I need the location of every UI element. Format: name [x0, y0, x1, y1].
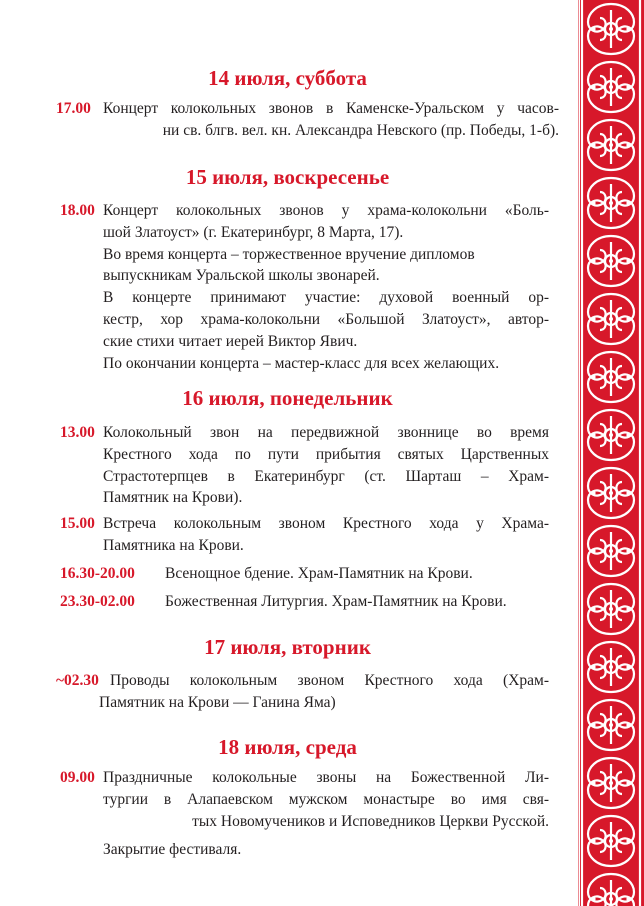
event-description: [60, 422, 549, 509]
event-time: 16.30-20.00: [60, 565, 135, 582]
event-line: Памятник на Крови — Ганина Яма): [99, 693, 336, 711]
event-line: Встреча колокольным звоном Крестного хода у Храма-: [103, 515, 549, 532]
event-line: тых Новомучеников и Исповедников Церкви Русской.: [192, 812, 549, 830]
event-time: 17.00: [56, 100, 91, 117]
event-description: [60, 767, 549, 832]
event-description: [60, 200, 549, 374]
day-heading: 14 июля, суббота: [208, 66, 367, 90]
event-time: 09.00: [60, 769, 95, 786]
event-time: 23.30-02.00: [60, 593, 135, 610]
event-item: [60, 513, 549, 557]
event-item: [103, 839, 549, 861]
event-description: [60, 513, 549, 557]
event-description: [56, 98, 559, 120]
day-heading: 18 июля, среда: [218, 735, 357, 759]
event-line: Памятник на Крови).: [103, 489, 243, 507]
event-line: тургии в Алапаевском мужском монастыре во имя свя-: [103, 790, 549, 808]
event-line: ские стихи читает иерей Виктор Явич.: [103, 332, 358, 350]
event-time: 18.00: [60, 202, 95, 219]
event-line: По окончании концерта – мастер-класс для всех желающих.: [103, 354, 500, 372]
red-ornamental-border-icon: [578, 0, 644, 906]
event-line: Концерт колокольных звонов у храма-колокольни «Боль-: [103, 202, 549, 219]
event-item: [60, 200, 549, 374]
event-line: В концерте принимают участие: духовой военный ор-: [103, 289, 549, 307]
event-line: Страстотерпцев в Екатеринбург (ст. Шарташ – Храм-: [103, 467, 549, 485]
event-item: [60, 422, 549, 509]
event-line: Памятника на Крови.: [103, 536, 244, 554]
closing-text: Закрытие фестиваля.: [103, 841, 242, 858]
event-line: Божественная Литургия. Храм-Памятник на Крови.: [165, 593, 507, 610]
event-line: выпускникам Уральской школы звонарей.: [103, 267, 380, 285]
event-line: Проводы колокольным звоном Крестного хода (Храм-: [110, 672, 549, 689]
event-line: Праздничные колокольные звоны на Божественной Ли-: [103, 769, 549, 786]
event-line: Во время концерта – торжественное вручение дипломов: [103, 245, 475, 263]
event-item: [56, 98, 559, 142]
event-line: Колокольный звон на передвижной звоннице во время: [103, 424, 549, 441]
event-item: [56, 670, 549, 714]
event-line: ни св. блгв. вел. кн. Александра Невского (пр. Победы, 1-б).: [162, 121, 559, 139]
event-line: Крестного хода по пути прибытия святых Царственных: [103, 445, 549, 463]
event-item: [60, 767, 549, 832]
event-item: [60, 591, 549, 613]
event-item: [60, 563, 549, 585]
event-line: Всенощное бдение. Храм-Памятник на Крови.: [165, 565, 473, 582]
event-time: ~02.30: [56, 672, 99, 689]
event-description: [56, 670, 549, 692]
event-line: Концерт колокольных звонов в Каменске-Уральском у часов-: [103, 100, 559, 117]
day-heading: 16 июля, понедельник: [182, 386, 393, 410]
event-line: кестр, хор храма-колокольни «Большой Златоуст», автор-: [103, 310, 549, 328]
event-line: шой Златоуст» (г. Екатеринбург, 8 Марта, 17).: [103, 223, 404, 241]
event-time: 13.00: [60, 424, 95, 441]
event-description-cont: [56, 692, 549, 714]
day-heading: 15 июля, воскресенье: [185, 165, 390, 189]
day-heading: 17 июля, вторник: [204, 635, 371, 659]
event-time: 15.00: [60, 515, 95, 532]
